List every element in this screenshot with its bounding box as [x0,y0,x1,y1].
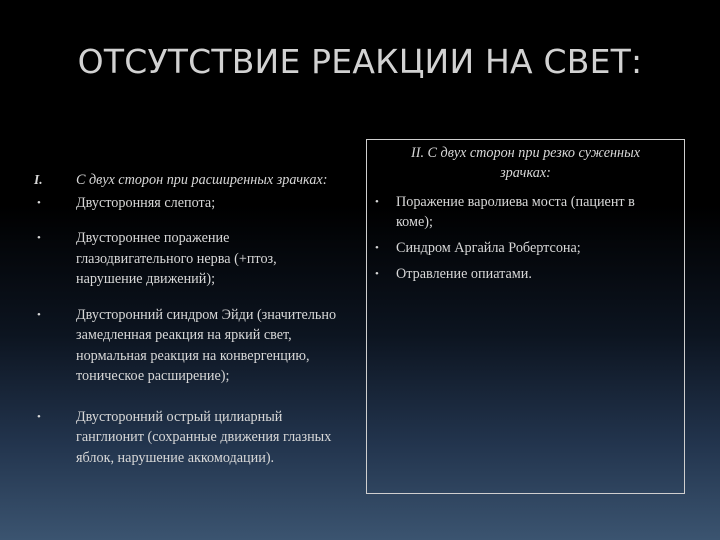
list-item-text: Двусторонний острый цилиарный ганглионит (сохранные движения глазных яблок, нарушение аккомодации). [76,408,332,466]
list-item [375,264,675,284]
bullet-icon: • [37,410,41,423]
list-item [34,228,344,290]
left-column [34,170,344,468]
list-item-text: Двусторонняя слепота; [76,194,216,211]
left-section-number: I. [34,172,43,187]
right-section-heading: II. С двух сторон при резко суженных зрачках: [411,145,640,181]
bullet-icon: • [37,232,41,244]
list-item [34,305,344,387]
list-item [375,192,675,232]
list-item-text: Отравление опиатами. [396,266,532,282]
list-item-text: Двустороннее поражение глазодвигательного нерва (+птоз, нарушение движений); [76,230,277,287]
right-section-box [366,139,685,494]
left-section-heading: С двух сторон при расширенных зрачках: [76,172,328,188]
list-item [34,193,344,214]
bullet-icon: • [37,308,41,321]
list-item [375,238,675,258]
list-item-text: Двусторонний синдром Эйди (значительно замедленная реакция на яркий свет, нормальная реакция на конвергенцию, тоническое расширение); [76,306,337,384]
bullet-icon: • [375,268,379,280]
bullet-icon: • [375,242,379,254]
slide-title: ОТСУТСТВИЕ РЕАКЦИИ НА СВЕТ: [77,42,643,81]
list-item-text: Синдром Аргайла Робертсона; [396,240,581,256]
right-list [375,192,675,284]
bullet-icon: • [37,196,41,209]
list-item-text: Поражение варолиева моста (пациент в коме); [396,194,635,230]
list-item [34,407,344,469]
left-heading-row [34,170,344,191]
bullet-icon: • [375,196,379,208]
